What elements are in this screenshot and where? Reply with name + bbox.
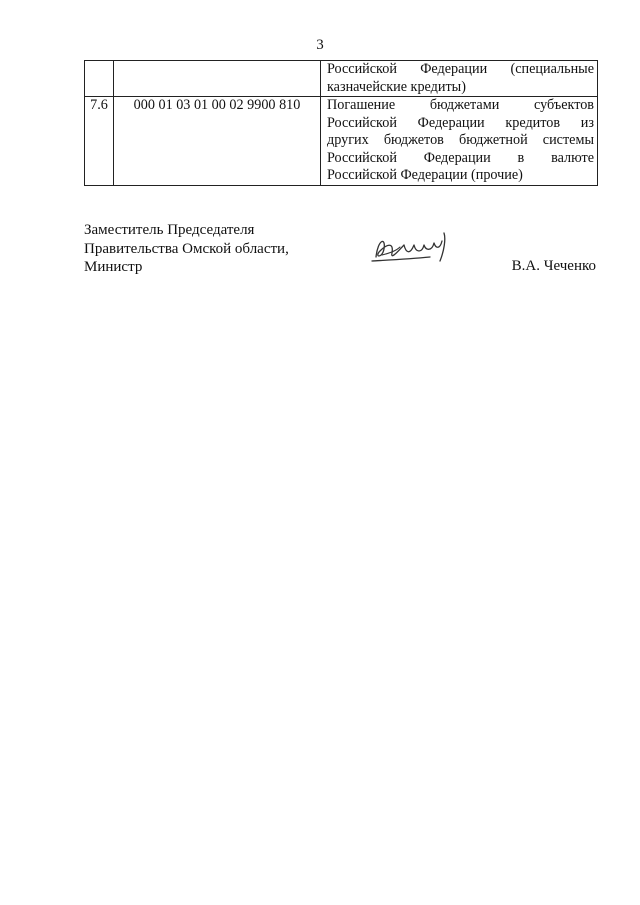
description-line: других бюджетов бюджетной системы (327, 132, 594, 148)
description-cell (321, 97, 598, 186)
budget-code-cell: 000 01 03 01 00 02 9900 810 (114, 97, 321, 186)
description-line: Российской Федерации (прочие) (327, 167, 523, 183)
description-line: Российской Федерации (специальные (327, 61, 594, 77)
description-line: Российской Федерации кредитов из (327, 114, 594, 131)
page-number: 3 (316, 37, 324, 53)
description-line: казначейские кредиты) (327, 78, 466, 95)
signatory-title (84, 221, 289, 277)
table-row (85, 61, 598, 97)
table-row (85, 97, 598, 186)
budget-code-cell (114, 61, 321, 97)
signatory-title-line: Правительства Омской области, (84, 240, 289, 257)
description-line: Российской Федерации в валюте (327, 149, 594, 166)
signatory-name: В.А. Чеченко (511, 258, 596, 274)
budget-table (84, 60, 598, 186)
description-line: Погашение бюджетами субъектов (327, 97, 594, 113)
signatory-title-line: Заместитель Председателя (84, 222, 255, 238)
row-number-cell (85, 61, 114, 97)
row-number-cell: 7.6 (85, 97, 114, 186)
signatory-title-line: Министр (84, 259, 143, 275)
description-cell (321, 61, 598, 97)
handwritten-signature (370, 227, 460, 267)
